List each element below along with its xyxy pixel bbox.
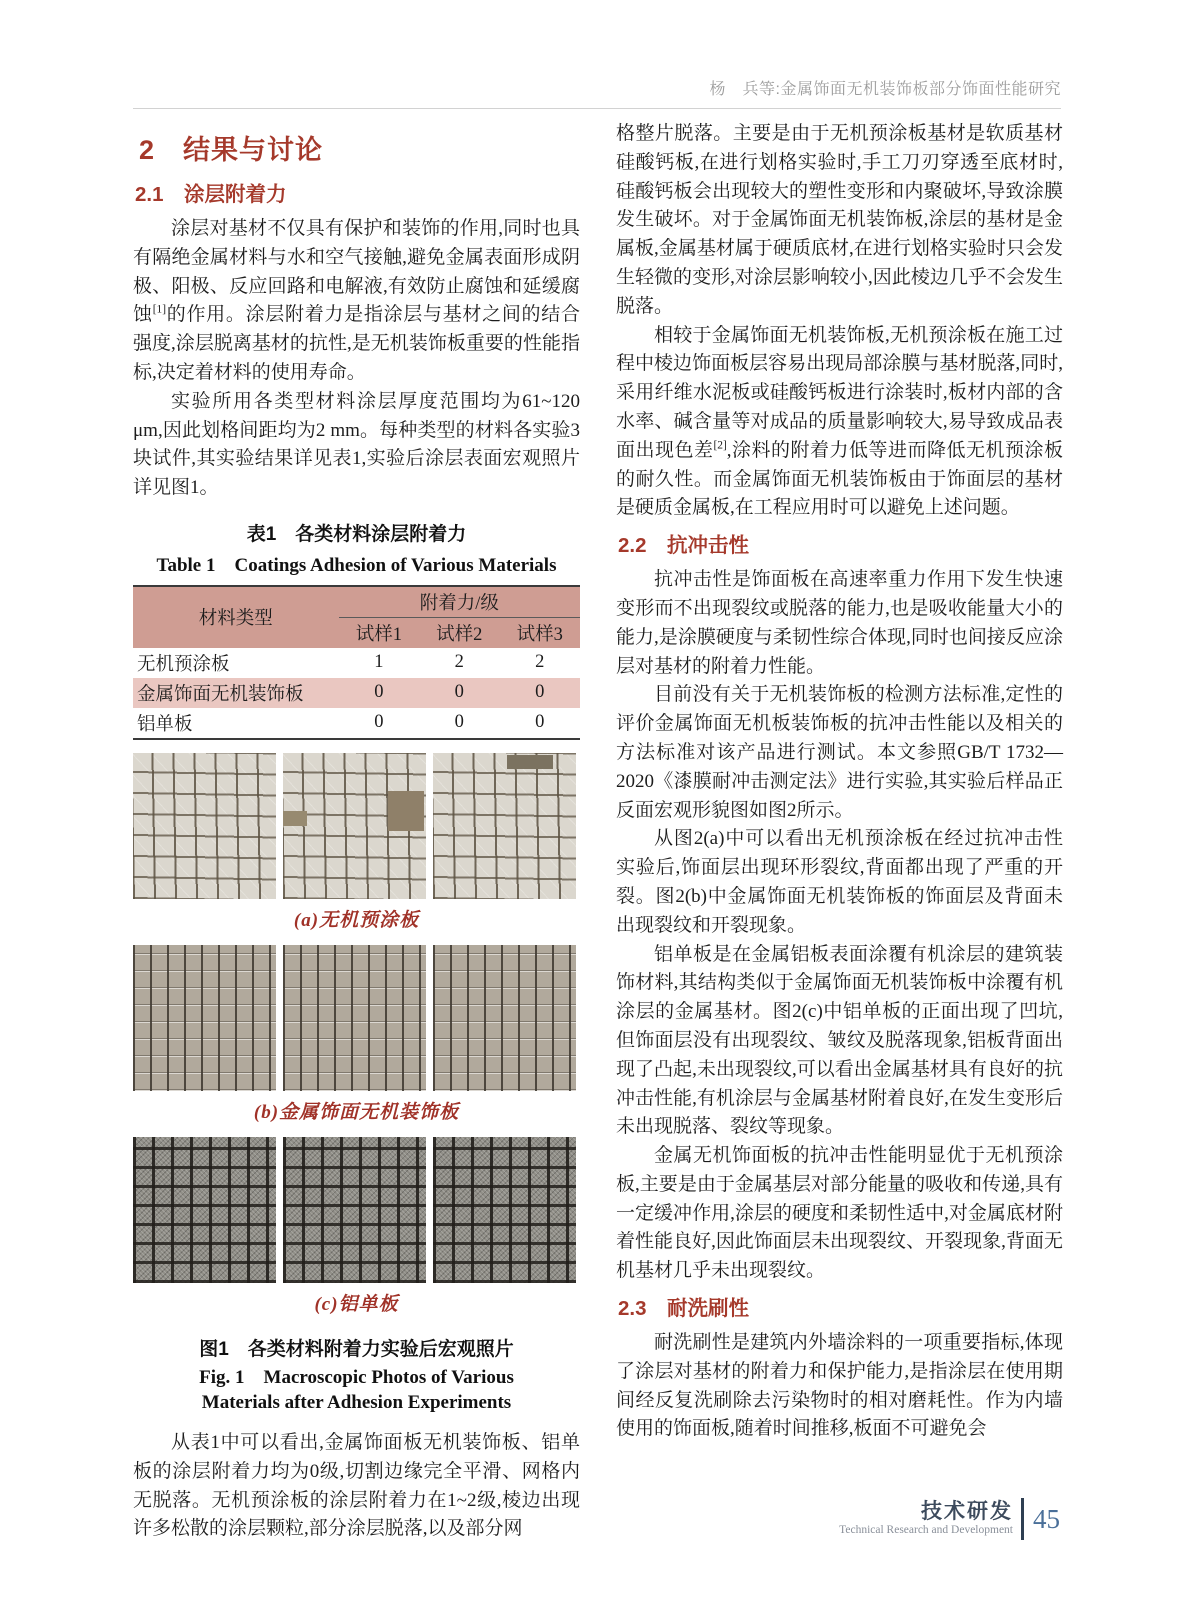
section-heading-2-1: 2.1 涂层附着力 — [135, 183, 287, 206]
table-row — [133, 648, 580, 678]
footer-section-zh: 技术研发 — [921, 1500, 1013, 1523]
table-row-highlighted — [133, 678, 580, 708]
page-footer — [839, 1498, 1060, 1540]
footer-section-labels — [839, 1501, 1013, 1537]
specimen-photo — [133, 1137, 276, 1283]
material-name: 金属饰面无机装饰板 — [137, 684, 304, 705]
section-heading-2-2: 2.2 抗冲击性 — [618, 534, 749, 558]
footer-divider-bar — [1021, 1498, 1024, 1540]
col-header-specimen-3: 试样3 — [516, 624, 563, 645]
value-cell: 0 — [374, 682, 384, 703]
paragraph-text: 的作用。涂层附着力是指涂层与基材之间的结合强度,涂层脱离基材的抗性,是无机装饰板重要的性能指标,决定着材料的使用寿命。 — [133, 304, 580, 383]
value-cell: 0 — [374, 712, 384, 733]
paragraph: 实验所用各类型材料涂层厚度范围均为61~120 μm,因此划格间距均为2 mm。每种类型的材料各实验3块试件,其实验结果详见表1,实验后涂层表面宏观照片详见图1。 — [133, 390, 580, 499]
specimen-photo — [283, 1137, 426, 1283]
specimen-photo — [133, 945, 276, 1091]
table-row — [133, 708, 580, 739]
col-header-specimen-1: 试样1 — [355, 624, 402, 645]
value-cell: 2 — [454, 652, 464, 673]
material-name: 铝单板 — [137, 714, 193, 735]
figure-caption-zh: 图1 各类材料附着力实验后宏观照片 — [199, 1338, 514, 1360]
left-column — [133, 112, 580, 1544]
citation-marker-1: [1] — [152, 304, 167, 317]
right-column — [616, 112, 1063, 1544]
specimen-photo — [433, 753, 576, 899]
section-heading-2: 2 结果与讨论 — [139, 135, 324, 165]
paragraph: 格整片脱落。主要是由于无机预涂板基材是软质基材硅酸钙板,在进行划格实验时,手工刀刃穿透至底材时,硅酸钙板会出现较大的塑性变形和内聚破坏,导致涂膜发生破坏。对于金属饰面无机装饰板,涂层的基材是金属板,金属基材属于硬质底材,在进行划格实验时只会发生轻微的变形,对涂层影响较小,因此棱边几乎不会发生脱落。 — [616, 123, 1063, 317]
figure-caption-en: Fig. 1 Macroscopic Photos of Various Materials after Adhesion Experiments — [199, 1366, 514, 1413]
footer-section-en: Technical Research and Development — [839, 1524, 1013, 1536]
photo-row-b — [133, 945, 580, 1091]
material-name: 无机预涂板 — [137, 654, 230, 675]
value-cell: 0 — [535, 682, 545, 703]
paragraph-text: 涂层对基材不仅具有保护和装饰的作用,同时也具有隔绝金属材料与水和空气接触,避免金属表面形成阴极、阳极、反应回路和电解液,有效防止腐蚀和延缓腐蚀 — [133, 218, 580, 326]
paragraph: 从表1中可以看出,金属饰面板无机装饰板、铝单板的涂层附着力均为0级,切割边缘完全平滑、网格内无脱落。无机预涂板的涂层附着力在1~2级,棱边出现许多松散的涂层颗粒,部分涂层脱落,以及部分网 — [133, 1431, 580, 1540]
paragraph-text: 相较于金属饰面无机装饰板,无机预涂板在施工过程中棱边饰面板层容易出现局部涂膜与基材脱落,同时,采用纤维水泥板或硅酸钙板进行涂装时,板材内部的含水率、碱含量等对成品的质量影响较大,易导致成品表面出现色差 — [616, 324, 1063, 461]
value-cell: 1 — [374, 652, 384, 673]
specimen-photo — [433, 945, 576, 1091]
specimen-photo — [283, 753, 426, 899]
col-header-adhesion: 附着力/级 — [339, 586, 580, 618]
value-cell: 2 — [535, 652, 545, 673]
subfigure-caption-c: (c)铝单板 — [314, 1293, 399, 1315]
citation-marker-2: [2] — [713, 439, 727, 452]
paragraph: 从图2(a)中可以看出无机预涂板在经过抗冲击性实验后,饰面层出现环形裂纹,背面都出现了严重的开裂。图2(b)中金属饰面无机装饰板的饰面层及背面未出现裂纹和开裂现象。 — [616, 828, 1063, 936]
value-cell: 0 — [454, 712, 464, 733]
page-number: 45 — [1033, 1503, 1060, 1534]
paragraph: 金属无机饰面板的抗冲击性能明显优于无机预涂板,主要是由于金属基层对部分能量的吸收和传递,具有一定缓冲作用,涂层的硬度和柔韧性适中,对金属底材附着性能良好,因此饰面层未出现裂纹、开裂现象,背面无机基材几乎未出现裂纹。 — [616, 1145, 1063, 1282]
section-heading-2-3: 2.3 耐洗刷性 — [618, 1297, 749, 1321]
value-cell: 0 — [454, 682, 464, 703]
running-header: 杨 兵等:金属饰面无机装饰板部分饰面性能研究 — [133, 76, 1061, 109]
paragraph — [616, 322, 1063, 524]
table-caption-zh: 表1 各类材料涂层附着力 — [246, 523, 467, 545]
photo-row-c — [133, 1137, 580, 1283]
table-header-row — [133, 586, 580, 618]
table-caption-en: Table 1 Coatings Adhesion of Various Materials — [156, 554, 557, 576]
paragraph: 耐洗刷性是建筑内外墙涂料的一项重要指标,体现了涂层对基材的附着力和保护能力,是指涂层在使用期间经反复洗刷除去污染物时的相对磨耗性。作为内墙使用的饰面板,随着时间推移,板面不可避免会 — [616, 1332, 1063, 1440]
paragraph — [133, 215, 580, 388]
subfigure-caption-a: (a)无机预涂板 — [293, 909, 420, 931]
table-header — [133, 586, 580, 648]
paragraph: 抗冲击性是饰面板在高速率重力作用下发生快速变形而不出现裂纹或脱落的能力,也是吸收能量大小的能力,是涂膜硬度与柔韧性综合体现,同时也间接反应涂层对基材的附着力性能。 — [616, 569, 1063, 677]
specimen-photo — [133, 753, 276, 899]
col-header-material: 材料类型 — [198, 609, 273, 630]
value-cell: 0 — [535, 712, 545, 733]
paragraph-text: ,涂料的附着力低等进而降低无机预涂板的耐久性。而金属饰面无机装饰板由于饰面层的基材是硬质金属板,在工程应用时可以避免上述问题。 — [616, 439, 1063, 519]
two-column-layout — [133, 112, 1063, 1544]
adhesion-table — [133, 585, 580, 740]
specimen-photo — [433, 1137, 576, 1283]
paragraph: 目前没有关于无机装饰板的检测方法标准,定性的评价金属饰面无机板装饰板的抗冲击性能以及相关的方法标准对该产品进行测试。本文参照GB/T 1732—2020《漆膜耐冲击测定法》进行实验,其实验后样品正反面宏观形貌图如图2所示。 — [616, 684, 1063, 821]
subfigure-caption-b: (b)金属饰面无机装饰板 — [253, 1101, 460, 1123]
paragraph: 铝单板是在金属铝板表面涂覆有机涂层的建筑装饰材料,其结构类似于金属饰面无机装饰板中涂覆有机涂层的金属基材。图2(c)中铝单板的正面出现了凹坑,但饰面层没有出现裂纹、皱纹及脱落现象,铝板背面出现了凸起,未出现裂纹,可以看出金属基材具有良好的抗冲击性能,有机涂层与金属基材附着良好,在发生变形后未出现脱落、裂纹等现象。 — [616, 943, 1063, 1138]
photo-row-a — [133, 753, 580, 899]
col-header-specimen-2: 试样2 — [436, 624, 483, 645]
specimen-photo — [283, 945, 426, 1091]
